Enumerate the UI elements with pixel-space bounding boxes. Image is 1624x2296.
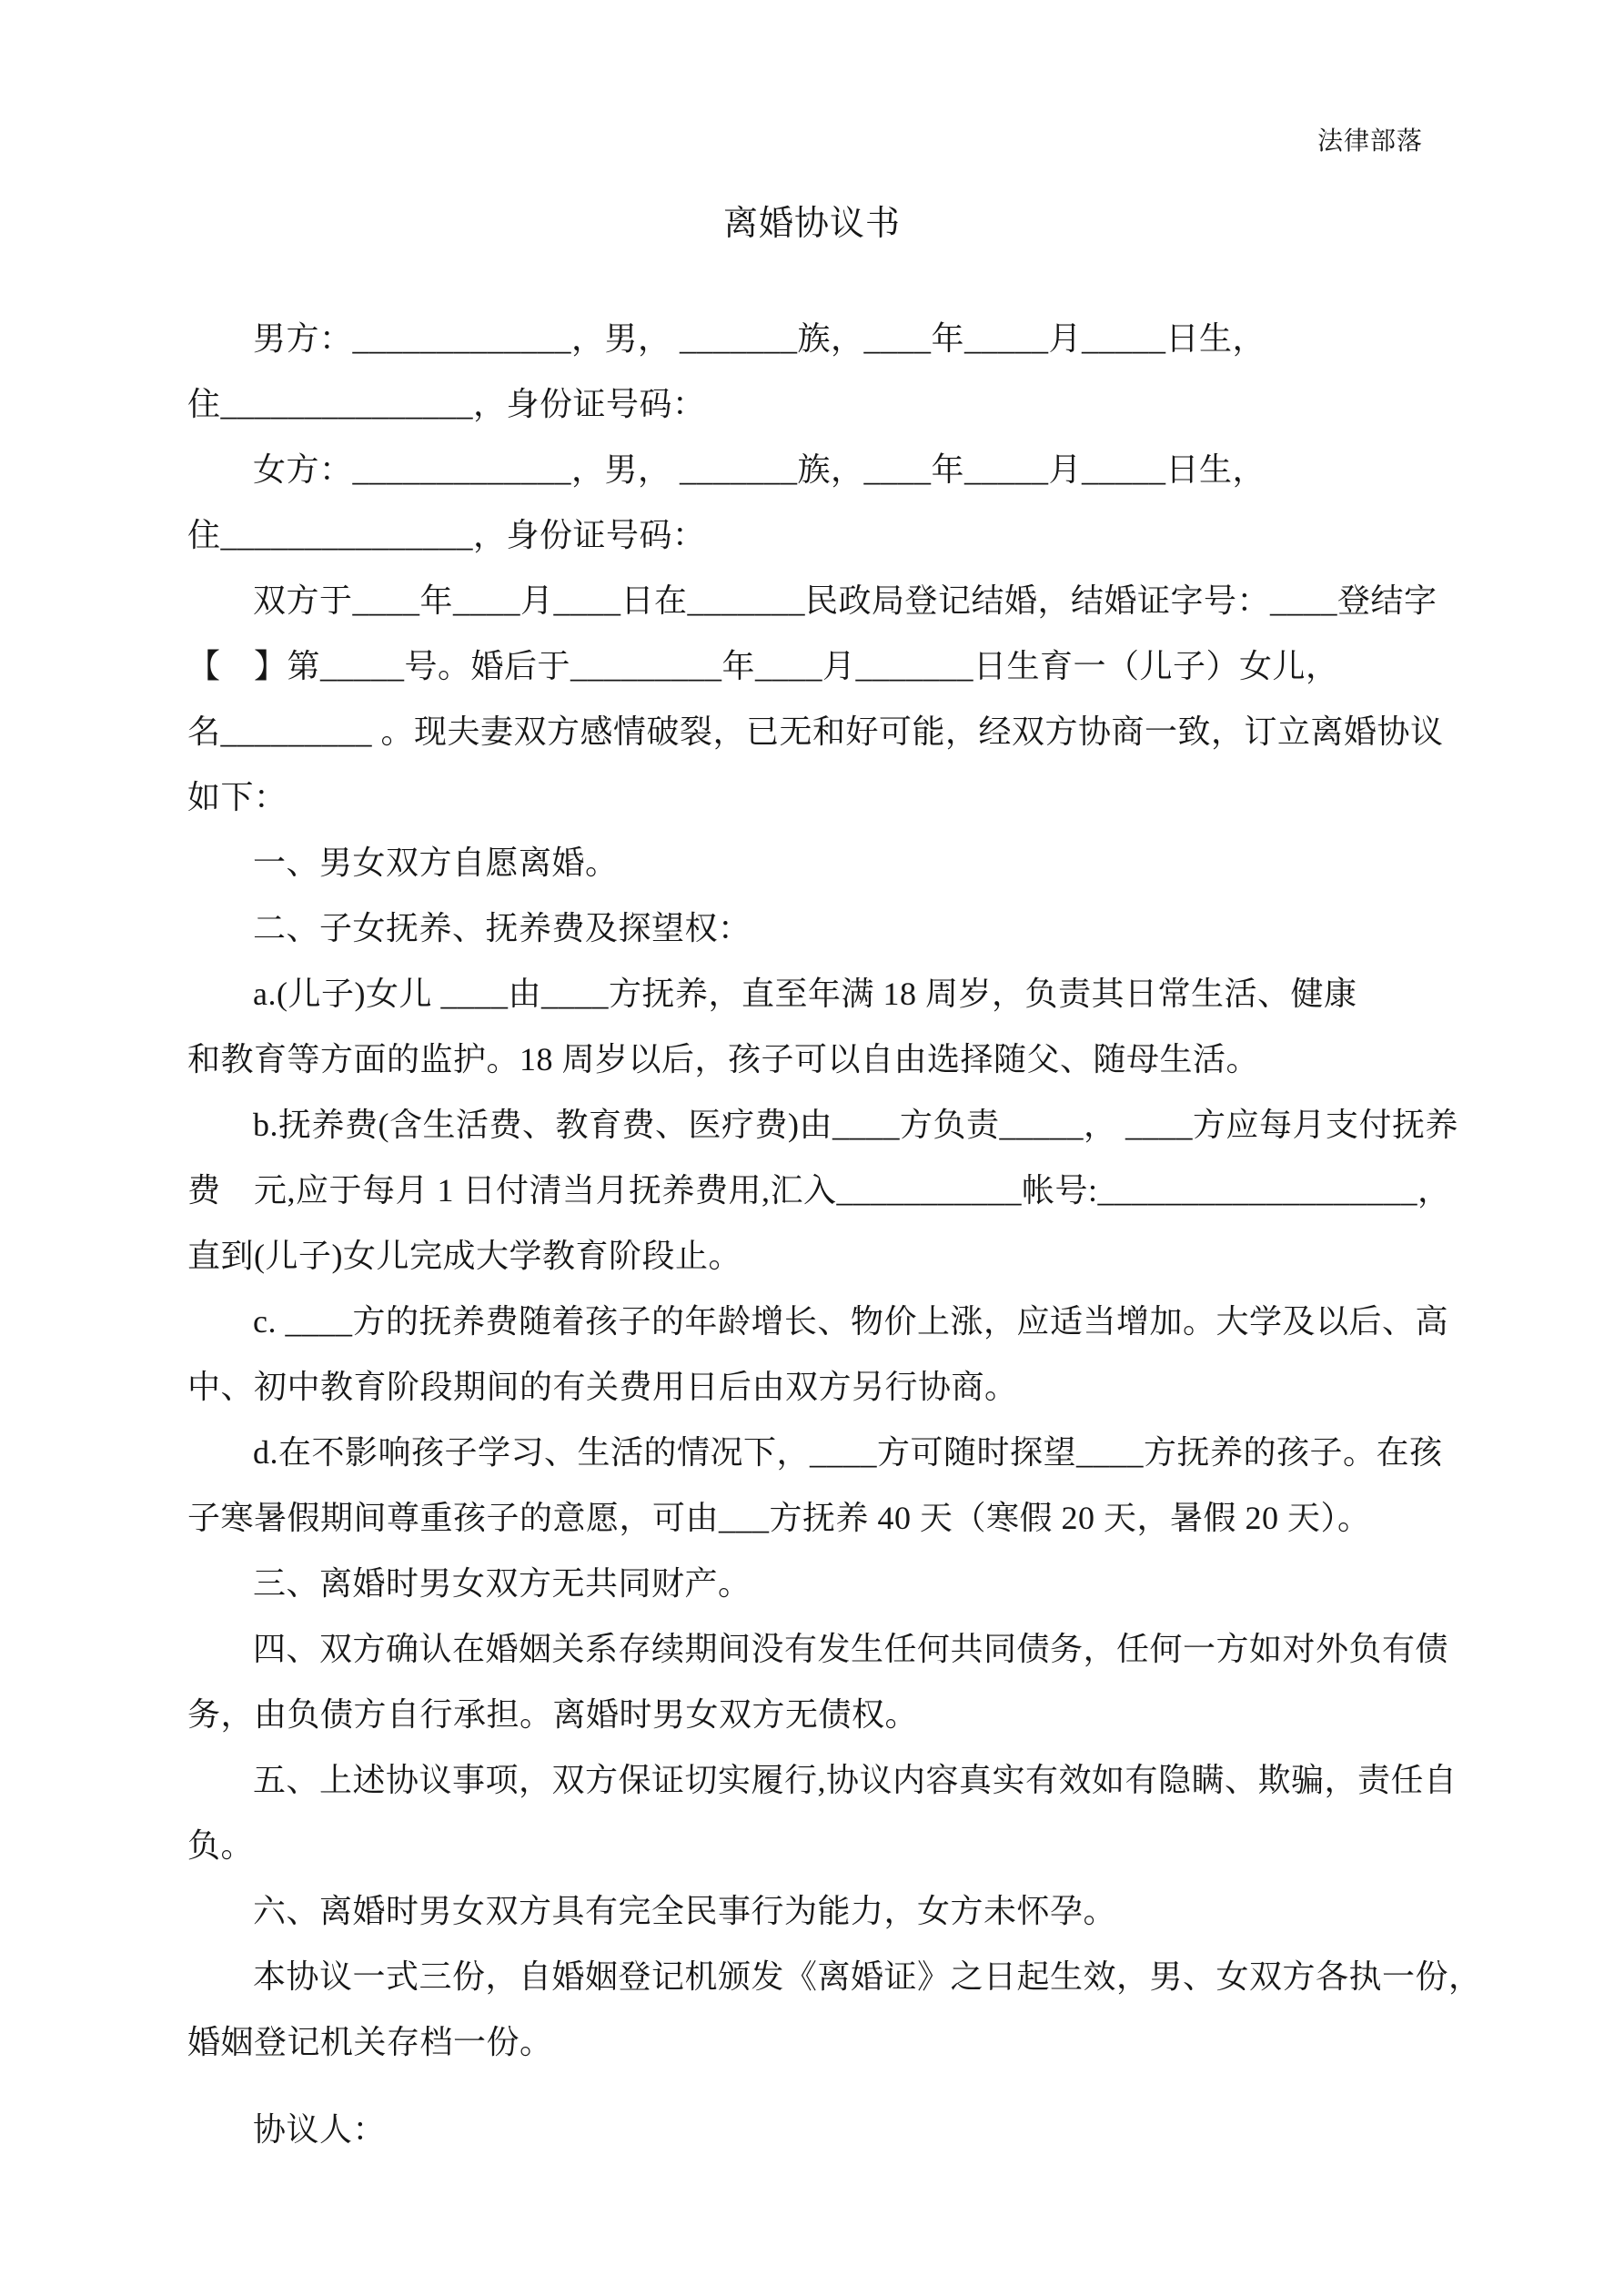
document-line: 女方：_____________，男， _______族，____年_____月_____日生， — [253, 451, 1266, 488]
document-line: 务，由负债方自行承担。离婚时男女双方无债权。 — [187, 1696, 919, 1733]
document-line: 协议人： — [253, 2111, 387, 2148]
document-line: 一、男女双方自愿离婚。 — [253, 845, 619, 881]
document-line: 名_________ 。现夫妻双方感情破裂，已无和好可能，经双方协商一致，订立离婚协议 — [187, 713, 1444, 750]
document-line: 婚姻登记机关存档一份。 — [187, 2024, 553, 2060]
document-line: b.抚养费(含生活费、教育费、医疗费)由____方负责_____， ____方应每月支付抚养 — [253, 1107, 1458, 1143]
document-line: 中、初中教育阶段期间的有关费用日后由双方另行协商。 — [187, 1369, 1018, 1405]
document-line: 费 元,应于每月 1 日付清当月抚养费用,汇入___________帐号:___________________， — [187, 1172, 1451, 1209]
document-line: d.在不影响孩子学习、生活的情况下，____方可随时探望____方抚养的孩子。在孩 — [253, 1434, 1443, 1471]
document-line: 双方于____年____月____日在_______民政局登记结婚，结婚证字号：____登结字 — [253, 582, 1437, 619]
document-line: c. ____方的抚养费随着孩子的年龄增长、物价上涨，应适当增加。大学及以后、高 — [253, 1303, 1448, 1340]
document-line: 六、离婚时男女双方具有完全民事行为能力，女方未怀孕。 — [253, 1893, 1117, 1929]
document-line: 直到(儿子)女儿完成大学教育阶段止。 — [187, 1238, 741, 1274]
document-line: 子寒暑假期间尊重孩子的意愿，可由___方抚养 40 天（寒假 20 天，暑假 20 天）。 — [187, 1500, 1371, 1536]
document-line: 四、双方确认在婚姻关系存续期间没有发生任何共同债务，任何一方如对外负有债 — [253, 1631, 1449, 1667]
document-line: 男方：_____________，男， _______族，____年_____月_____日生， — [253, 320, 1266, 357]
document-line: 三、离婚时男女双方无共同财产。 — [253, 1565, 751, 1602]
document-line: 五、上述协议事项，双方保证切实履行,协议内容真实有效如有隐瞒、欺骗，责任自 — [253, 1762, 1458, 1798]
document-line: 住_______________，身份证号码： — [187, 386, 706, 422]
site-watermark: 法律部落 — [1316, 127, 1423, 156]
document-line: 【 】第_____号。婚后于_________年____月_______日生育一（儿子）女儿， — [187, 648, 1339, 684]
document-line: a.(儿子)女儿 ____由____方抚养，直至年满 18 周岁，负责其日常生活、健康 — [253, 976, 1357, 1012]
document-line: 住_______________，身份证号码： — [187, 517, 706, 553]
document-line: 二、子女抚养、抚养费及探望权： — [253, 910, 751, 946]
document-line: 负。 — [187, 1827, 255, 1864]
document-line: 如下： — [187, 779, 287, 815]
document-title: 离婚协议书 — [722, 205, 901, 243]
document-line: 和教育等方面的监护。18 周岁以后，孩子可以自由选择随父、随母生活。 — [187, 1041, 1260, 1077]
document-line: 本协议一式三份，自婚姻登记机颁发《离婚证》之日起生效，男、女双方各执一份， — [253, 1958, 1482, 1995]
document-body — [187, 306, 1506, 2162]
